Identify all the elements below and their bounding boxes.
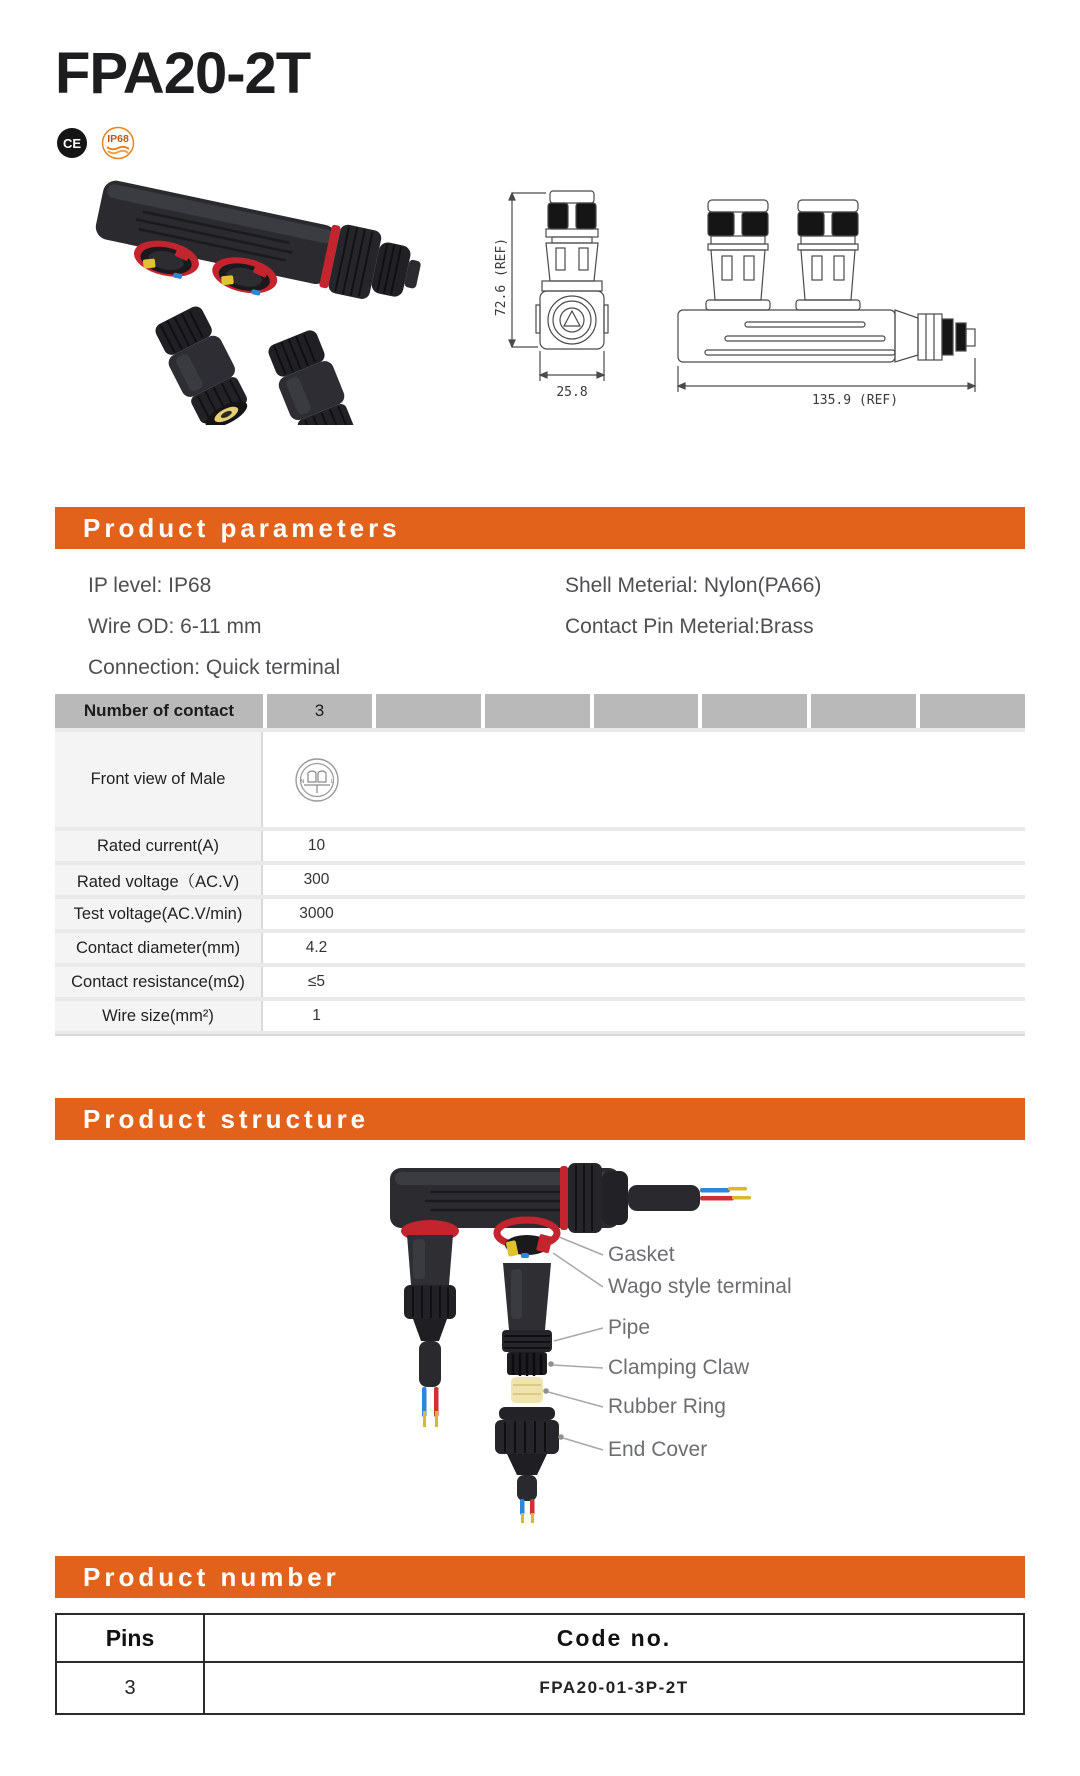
section-title-number: Product number: [55, 1556, 1025, 1598]
structure-cable-bottom: [517, 1475, 537, 1523]
spec-table-header-row: [55, 694, 1025, 728]
spec-row-value: 3000: [299, 905, 334, 922]
spec-header-empty-cell: [920, 694, 1025, 728]
parameters-left-column: [88, 565, 340, 688]
spec-row: [55, 827, 1025, 861]
icon-mark-n: N: [300, 778, 304, 785]
code-header: Code no.: [556, 1624, 672, 1651]
structure-label-wago-terminal: Wago style terminal: [608, 1275, 792, 1298]
spec-table: [55, 694, 1025, 1036]
spec-row: [55, 895, 1025, 929]
spec-header-value: 3: [267, 694, 372, 728]
param-line: IP level: IP68: [88, 574, 212, 597]
spec-row-label: Wire size(mm²): [55, 1001, 263, 1031]
section-title-parameters: Product parameters: [55, 507, 1025, 549]
spec-row-value: 1: [312, 1007, 321, 1024]
spec-row-label: Contact resistance(mΩ): [55, 967, 263, 997]
structure-diagram: [55, 1145, 1025, 1525]
spec-row-front-view: [55, 728, 1025, 827]
spec-header-empty-cell: [485, 694, 590, 728]
spec-header-empty-cell: [376, 694, 481, 728]
structure-label-end-cover: End Cover: [608, 1438, 708, 1461]
front-length-dimension: 135.9 (REF): [811, 393, 899, 408]
spec-header-empty-cell: [811, 694, 916, 728]
code-value: FPA20-01-3P-2T: [539, 1678, 689, 1697]
icon-mark-l: L: [330, 778, 334, 785]
spec-header-empty-cell: [594, 694, 699, 728]
spec-row-value: 4.2: [305, 939, 328, 956]
spec-row-value: 300: [303, 871, 330, 888]
product-photo: [80, 160, 425, 425]
connector-body-part: [503, 1263, 551, 1330]
drawing-port: [706, 200, 770, 310]
front-view-drawing: [650, 192, 985, 412]
param-line: Connection: Quick terminal: [88, 656, 341, 679]
structure-label-rubber-ring: Rubber Ring: [608, 1395, 726, 1418]
product-number-table: [55, 1613, 1025, 1715]
ip68-badge-text: IP68: [107, 133, 129, 145]
ip68-badge-icon: [101, 126, 135, 160]
param-line: Wire OD: 6-11 mm: [88, 615, 262, 638]
t-connector-body: [89, 173, 425, 327]
param-line: Shell Meterial: Nylon(PA66): [565, 574, 822, 597]
spec-header-empty-cell: [702, 694, 807, 728]
spec-row-value: 10: [307, 837, 326, 854]
side-width-dimension: 25.8: [556, 385, 588, 400]
spec-row-label: Rated voltage（AC.V): [55, 865, 263, 895]
spec-row-label: Contact diameter(mm): [55, 933, 263, 963]
spec-row: [55, 929, 1025, 963]
structure-label-pipe: Pipe: [608, 1316, 651, 1339]
spec-row-label: Rated current(A): [55, 831, 263, 861]
detached-plug: [150, 302, 256, 425]
structure-label-clamping-claw: Clamping Claw: [608, 1356, 750, 1379]
spec-header-label: Number of contact: [55, 694, 263, 728]
end-cover-part: [495, 1407, 559, 1475]
spec-row-label: Test voltage(AC.V/min): [55, 899, 263, 929]
structure-label-gasket: Gasket: [608, 1243, 675, 1266]
page-title: FPA20-2T: [55, 41, 311, 106]
clamping-claw-part: [507, 1352, 547, 1376]
spec-row: [55, 963, 1025, 997]
front-view-of-male-icon: [294, 757, 340, 803]
spec-row-value: ≤5: [307, 973, 326, 990]
wago-terminal-part: [505, 1234, 553, 1258]
detached-plug: [263, 327, 362, 425]
certification-badges: [56, 126, 135, 160]
ce-badge-text: CE: [62, 136, 82, 151]
structure-left-plug: [401, 1220, 459, 1427]
pins-value: 3: [57, 1663, 205, 1713]
pins-header: Pins: [57, 1615, 205, 1661]
number-table-data-row: [57, 1663, 1023, 1713]
number-table-header-row: [57, 1615, 1023, 1663]
structure-artwork: [55, 1145, 1025, 1525]
side-height-dimension: 72.6 (REF): [494, 237, 509, 317]
ce-badge-icon: [56, 127, 88, 159]
spec-row-value: [263, 732, 370, 827]
pipe-part: [502, 1330, 552, 1352]
section-title-structure: Product structure: [55, 1098, 1025, 1140]
drawing-port: [796, 200, 860, 310]
spec-row-label: Front view of Male: [55, 732, 263, 827]
rubber-ring-part: [511, 1377, 543, 1403]
side-view-drawing: [492, 185, 622, 410]
spec-table-bottom-border: [55, 1031, 1025, 1036]
spec-row: [55, 861, 1025, 895]
param-line: Contact Pin Meterial:Brass: [565, 615, 814, 638]
parameters-right-column: [565, 565, 821, 647]
spec-row: [55, 997, 1025, 1031]
